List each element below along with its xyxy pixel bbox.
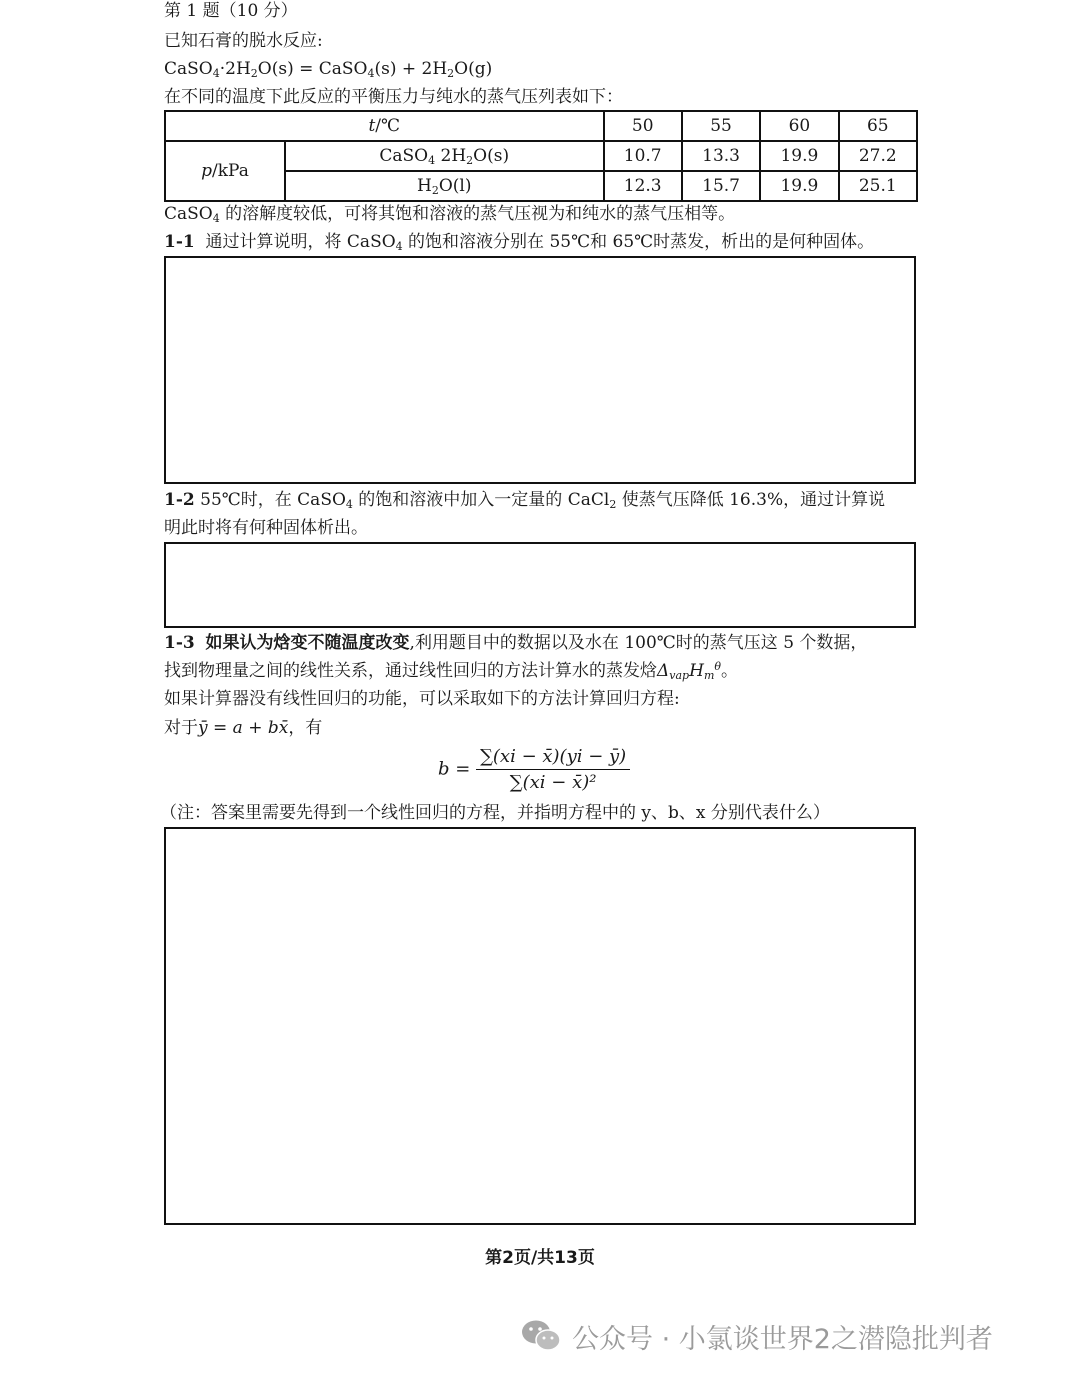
part1-number: 1-1 [164,232,195,252]
formula-numerator: ∑(xi − x̄)(yi − ȳ) [476,746,630,770]
part1-prompt: 1-1 通过计算说明，将 CaSO$_4$ 的饱和溶液分别在 55℃和 65℃时蒸发，析出的是何种固体。 [164,232,875,253]
temp-cell: 60 [760,111,838,141]
answer-box-1-3[interactable] [164,827,916,1225]
temp-cell: 65 [839,111,917,141]
solubility-note: CaSO$_4$ 的溶解度较低，可将其饱和溶液的蒸气压视为和纯水的蒸气压相等。 [164,204,736,225]
t-header: t/℃ [165,111,604,141]
part2-prompt-line1: 1-2 55℃时，在 CaSO$_4$ 的饱和溶液中加入一定量的 CaCl$_2$ 使蒸气压降低 16.3%，通过计算说 [164,490,886,511]
part3-emphasis: 如果认为焓变不随温度改变 [205,633,410,653]
value-cell: 27.2 [839,141,917,171]
pressure-table [164,110,918,202]
formula-denominator: ∑(xi − x̄)² [509,772,597,793]
temp-cell: 50 [604,111,682,141]
part3-prompt-line1: 1-3 如果认为焓变不随温度改变,利用题目中的数据以及水在 100℃时的蒸气压这 5 个数据， [164,633,868,653]
mean-equation: ȳ = a + bx̄ [198,718,289,738]
part3-prompt-line2: 找到物理量之间的线性关系，通过线性回归的方法计算水的蒸发焓$\Delta_{vap}H_m^\theta$。 [164,660,738,682]
row-label-h2o: $H_2O(l)$ [285,171,604,201]
question-heading: 第 1 题（10 分） [164,1,298,21]
row-label-caso4: CaSO$_4$ $2H_2O(s)$ [285,141,604,171]
temp-cell: 55 [682,111,760,141]
answer-box-1-1[interactable] [164,256,916,484]
regression-formula [438,746,630,793]
part3-number: 1-3 [164,633,195,653]
part3-note: （注：答案里需要先得到一个线性回归的方程，并指明方程中的 y、b、x 分别代表什么） [160,803,830,823]
wechat-watermark [520,1316,993,1356]
value-cell: 25.1 [839,171,917,201]
question-intro: 已知石膏的脱水反应: [164,31,323,51]
wechat-icon [520,1318,562,1354]
value-cell: 19.9 [760,171,838,201]
value-cell: 13.3 [682,141,760,171]
value-cell: 10.7 [604,141,682,171]
answer-box-1-2[interactable] [164,542,916,628]
part3-prompt-line3: 如果计算器没有线性回归的功能，可以采取如下的方法计算回归方程: [164,689,680,709]
page-footer: 第2页/共13页 [485,1248,595,1268]
value-cell: 19.9 [760,141,838,171]
part2-number: 1-2 [164,490,195,510]
value-cell: 12.3 [604,171,682,201]
part3-line1-rest: 利用题目中的数据以及水在 100℃时的蒸气压这 5 个数据， [414,633,868,653]
part3-prompt-line4: 对于ȳ = a + bx̄，有 [164,718,323,738]
reaction-equation: $CaSO_4\cdot 2H_2O(s)$ = CaSO$_4$(s) + $2H_2O(g)$ [164,59,493,80]
formula-lhs: b = [438,758,471,780]
p-label: p/kPa [165,141,285,201]
value-cell: 15.7 [682,171,760,201]
table-intro: 在不同的温度下此反应的平衡压力与纯水的蒸气压列表如下： [164,87,623,107]
part2-prompt-line2: 明此时将有何种固体析出。 [164,518,368,538]
watermark-text: 公众号 · 小氯谈世界2之潜隐批判者 [572,1323,993,1355]
